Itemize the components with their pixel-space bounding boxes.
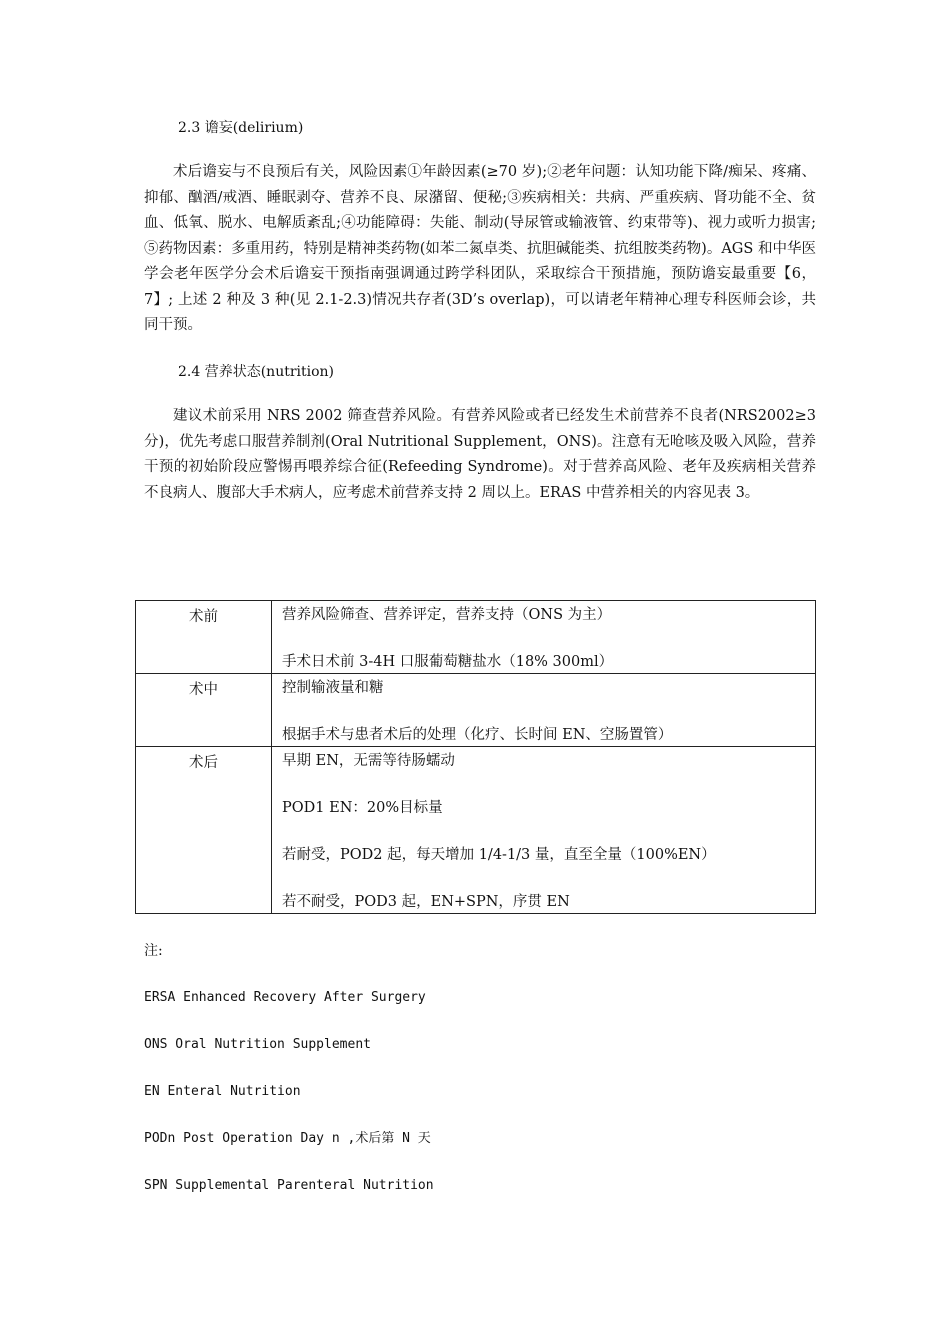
note-item: PODn Post Operation Day n ,术后第 N 天 — [144, 1131, 431, 1146]
paragraph-nutrition: 建议术前采用 NRS 2002 筛查营养风险。有营养风险或者已经发生术前营养不良者(NRS2002≥3 分)，优先考虑口服营养制剂(Oral Nutritional Supplement，ONS)。注意有无呛咳及吸入风险，营养干预的初始阶段应警惕再喂养综合征(Refeeding Syndrome)。对于营养高风险、老年及疾病相关营养不良病人、腹部大手术病人，应考虑术前营养支持 2 周以上。ERAS 中营养相关的内容见表 3。 — [144, 408, 816, 501]
table-row — [136, 601, 816, 674]
items-cell — [272, 601, 816, 674]
table-row — [136, 674, 816, 747]
table-item: 早期 EN，无需等待肠蠕动 — [282, 753, 455, 769]
note-item: SPN Supplemental Parenteral Nutrition — [144, 1178, 434, 1193]
table-item: POD1 EN：20%目标量 — [282, 800, 443, 816]
note-item: EN Enteral Nutrition — [144, 1084, 301, 1099]
items-cell — [272, 747, 816, 914]
table-item: 若不耐受，POD3 起，EN+SPN，序贯 EN — [282, 894, 570, 910]
phase-cell: 术前 — [136, 601, 272, 674]
table-item: 营养风险筛查、营养评定，营养支持（ONS 为主） — [282, 607, 612, 623]
table-item: 手术日术前 3-4H 口服葡萄糖盐水（18% 300ml） — [282, 654, 614, 670]
section-heading-nutrition: 2.4 营养状态(nutrition) — [178, 364, 335, 380]
table-item: 控制输液量和糖 — [282, 680, 384, 696]
table-item: 根据手术与患者术后的处理（化疗、长时间 EN、空肠置管） — [282, 727, 673, 743]
items-cell — [272, 674, 816, 747]
note-item: ERSA Enhanced Recovery After Surgery — [144, 990, 426, 1005]
phase-cell: 术中 — [136, 674, 272, 747]
section-heading-delirium: 2.3 谵妄(delirium) — [178, 120, 304, 136]
notes-title: 注: — [144, 943, 163, 959]
nutrition-table — [135, 600, 816, 914]
table-row — [136, 747, 816, 914]
note-item: ONS Oral Nutrition Supplement — [144, 1037, 371, 1052]
table-item: 若耐受，POD2 起，每天增加 1/4-1/3 量，直至全量（100%EN） — [282, 847, 716, 863]
phase-cell: 术后 — [136, 747, 272, 914]
notes-list — [144, 988, 434, 1223]
paragraph-delirium: 术后谵妄与不良预后有关，风险因素①年龄因素(≥70 岁);②老年问题：认知功能下降/痴呆、疼痛、抑郁、酗酒/戒酒、睡眠剥夺、营养不良、尿潴留、便秘;③疾病相关：共病、严重疾病、肾功能不全、贫血、低氧、脱水、电解质紊乱;④功能障碍：失能、制动(导尿管或输液管、约束带等)、视力或听力损害;⑤药物因素：多重用药，特别是精神类药物(如苯二氮卓类、抗胆碱能类、抗组胺类药物)。AGS 和中华医学会老年医学分会术后谵妄干预指南强调通过跨学科团队，采取综合干预措施，预防谵妄最重要【6，7】; 上述 2 种及 3 种(见 2.1-2.3)情况共存者(3D’s overlap)，可以请老年精神心理专科医师会诊，共同干预。 — [144, 164, 816, 333]
